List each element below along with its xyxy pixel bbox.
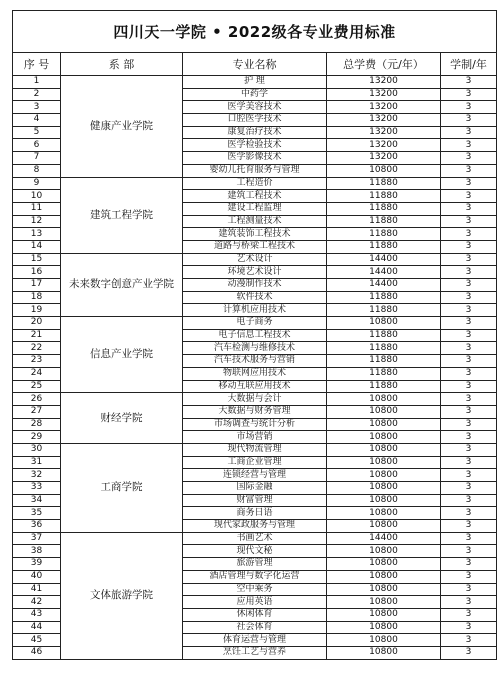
department-cell: 工商学院 bbox=[61, 443, 183, 532]
years-cell: 3 bbox=[441, 405, 497, 418]
years-cell: 3 bbox=[441, 431, 497, 444]
seq-cell: 37 bbox=[13, 532, 61, 545]
years-cell: 3 bbox=[441, 139, 497, 152]
seq-cell: 5 bbox=[13, 126, 61, 139]
fee-cell: 10800 bbox=[327, 456, 441, 469]
years-cell: 3 bbox=[441, 621, 497, 634]
major-name-cell: 道路与桥梁工程技术 bbox=[183, 240, 327, 253]
fee-cell: 10800 bbox=[327, 494, 441, 507]
years-cell: 3 bbox=[441, 380, 497, 393]
years-cell: 3 bbox=[441, 342, 497, 355]
fee-cell: 11880 bbox=[327, 380, 441, 393]
major-name-cell: 医学检验技术 bbox=[183, 139, 327, 152]
seq-cell: 45 bbox=[13, 634, 61, 647]
fee-cell: 13200 bbox=[327, 126, 441, 139]
fee-cell: 10800 bbox=[327, 545, 441, 558]
fee-cell: 14400 bbox=[327, 266, 441, 279]
seq-cell: 36 bbox=[13, 520, 61, 533]
major-name-cell: 移动互联应用技术 bbox=[183, 380, 327, 393]
seq-cell: 1 bbox=[13, 76, 61, 89]
header-fee: 总学费（元/年） bbox=[327, 53, 441, 76]
fee-cell: 10800 bbox=[327, 621, 441, 634]
seq-cell: 30 bbox=[13, 443, 61, 456]
seq-cell: 24 bbox=[13, 367, 61, 380]
fee-standard-table bbox=[12, 10, 497, 660]
fee-cell: 10800 bbox=[327, 583, 441, 596]
fee-cell: 10800 bbox=[327, 634, 441, 647]
major-name-cell: 财富管理 bbox=[183, 494, 327, 507]
seq-cell: 39 bbox=[13, 558, 61, 571]
major-name-cell: 大数据与财务管理 bbox=[183, 405, 327, 418]
major-name-cell: 康复治疗技术 bbox=[183, 126, 327, 139]
years-cell: 3 bbox=[441, 596, 497, 609]
department-cell: 未来数字创意产业学院 bbox=[61, 253, 183, 316]
fee-cell: 11880 bbox=[327, 367, 441, 380]
major-name-cell: 大数据与会计 bbox=[183, 393, 327, 406]
fee-cell: 11880 bbox=[327, 177, 441, 190]
fee-cell: 13200 bbox=[327, 76, 441, 89]
major-name-cell: 烹饪工艺与营养 bbox=[183, 646, 327, 659]
years-cell: 3 bbox=[441, 532, 497, 545]
table-title: 四川天一学院 • 2022级各专业费用标准 bbox=[13, 11, 497, 53]
fee-cell: 11880 bbox=[327, 202, 441, 215]
fee-cell: 10800 bbox=[327, 443, 441, 456]
fee-cell: 14400 bbox=[327, 279, 441, 292]
seq-cell: 22 bbox=[13, 342, 61, 355]
fee-cell: 10800 bbox=[327, 469, 441, 482]
fee-cell: 10800 bbox=[327, 646, 441, 659]
fee-cell: 10800 bbox=[327, 520, 441, 533]
major-name-cell: 护 理 bbox=[183, 76, 327, 89]
major-name-cell: 汽车检测与维修技术 bbox=[183, 342, 327, 355]
years-cell: 3 bbox=[441, 482, 497, 495]
fee-cell: 13200 bbox=[327, 152, 441, 165]
seq-cell: 42 bbox=[13, 596, 61, 609]
seq-cell: 25 bbox=[13, 380, 61, 393]
fee-cell: 13200 bbox=[327, 88, 441, 101]
major-name-cell: 现代家政服务与管理 bbox=[183, 520, 327, 533]
fee-cell: 13200 bbox=[327, 101, 441, 114]
seq-cell: 8 bbox=[13, 164, 61, 177]
seq-cell: 26 bbox=[13, 393, 61, 406]
years-cell: 3 bbox=[441, 367, 497, 380]
fee-cell: 11880 bbox=[327, 228, 441, 241]
seq-cell: 40 bbox=[13, 570, 61, 583]
seq-cell: 11 bbox=[13, 202, 61, 215]
years-cell: 3 bbox=[441, 507, 497, 520]
years-cell: 3 bbox=[441, 266, 497, 279]
seq-cell: 29 bbox=[13, 431, 61, 444]
years-cell: 3 bbox=[441, 329, 497, 342]
table-row bbox=[13, 393, 497, 406]
seq-cell: 44 bbox=[13, 621, 61, 634]
major-name-cell: 软件技术 bbox=[183, 291, 327, 304]
major-name-cell: 社会体育 bbox=[183, 621, 327, 634]
seq-cell: 46 bbox=[13, 646, 61, 659]
major-name-cell: 书画艺术 bbox=[183, 532, 327, 545]
seq-cell: 20 bbox=[13, 317, 61, 330]
major-name-cell: 建筑工程技术 bbox=[183, 190, 327, 203]
major-name-cell: 国际金融 bbox=[183, 482, 327, 495]
seq-cell: 31 bbox=[13, 456, 61, 469]
fee-cell: 10800 bbox=[327, 317, 441, 330]
seq-cell: 16 bbox=[13, 266, 61, 279]
major-name-cell: 医学影像技术 bbox=[183, 152, 327, 165]
fee-cell: 10800 bbox=[327, 596, 441, 609]
fee-cell: 11880 bbox=[327, 329, 441, 342]
fee-cell: 11880 bbox=[327, 304, 441, 317]
years-cell: 3 bbox=[441, 202, 497, 215]
table-body bbox=[13, 76, 497, 660]
years-cell: 3 bbox=[441, 164, 497, 177]
seq-cell: 32 bbox=[13, 469, 61, 482]
seq-cell: 35 bbox=[13, 507, 61, 520]
seq-cell: 10 bbox=[13, 190, 61, 203]
fee-cell: 13200 bbox=[327, 139, 441, 152]
major-name-cell: 计算机应用技术 bbox=[183, 304, 327, 317]
years-cell: 3 bbox=[441, 304, 497, 317]
major-name-cell: 汽车技术服务与营销 bbox=[183, 355, 327, 368]
major-name-cell: 建设工程监理 bbox=[183, 202, 327, 215]
major-name-cell: 工程造价 bbox=[183, 177, 327, 190]
years-cell: 3 bbox=[441, 583, 497, 596]
major-name-cell: 现代物流管理 bbox=[183, 443, 327, 456]
seq-cell: 33 bbox=[13, 482, 61, 495]
fee-cell: 10800 bbox=[327, 570, 441, 583]
table-row bbox=[13, 443, 497, 456]
years-cell: 3 bbox=[441, 177, 497, 190]
department-cell: 健康产业学院 bbox=[61, 76, 183, 178]
fee-cell: 10800 bbox=[327, 405, 441, 418]
major-name-cell: 连锁经营与管理 bbox=[183, 469, 327, 482]
major-name-cell: 现代文秘 bbox=[183, 545, 327, 558]
years-cell: 3 bbox=[441, 190, 497, 203]
department-cell: 财经学院 bbox=[61, 393, 183, 444]
table-row bbox=[13, 317, 497, 330]
seq-cell: 13 bbox=[13, 228, 61, 241]
header-major: 专业名称 bbox=[183, 53, 327, 76]
years-cell: 3 bbox=[441, 291, 497, 304]
years-cell: 3 bbox=[441, 494, 497, 507]
header-seq: 序 号 bbox=[13, 53, 61, 76]
years-cell: 3 bbox=[441, 215, 497, 228]
years-cell: 3 bbox=[441, 456, 497, 469]
major-name-cell: 市场调查与统计分析 bbox=[183, 418, 327, 431]
seq-cell: 3 bbox=[13, 101, 61, 114]
fee-cell: 10800 bbox=[327, 393, 441, 406]
years-cell: 3 bbox=[441, 88, 497, 101]
years-cell: 3 bbox=[441, 520, 497, 533]
seq-cell: 19 bbox=[13, 304, 61, 317]
major-name-cell: 工程测量技术 bbox=[183, 215, 327, 228]
seq-cell: 23 bbox=[13, 355, 61, 368]
fee-cell: 10800 bbox=[327, 431, 441, 444]
seq-cell: 15 bbox=[13, 253, 61, 266]
fee-cell: 11880 bbox=[327, 291, 441, 304]
seq-cell: 27 bbox=[13, 405, 61, 418]
years-cell: 3 bbox=[441, 317, 497, 330]
years-cell: 3 bbox=[441, 101, 497, 114]
major-name-cell: 工商企业管理 bbox=[183, 456, 327, 469]
major-name-cell: 商务日语 bbox=[183, 507, 327, 520]
header-years: 学制/年 bbox=[441, 53, 497, 76]
years-cell: 3 bbox=[441, 253, 497, 266]
fee-cell: 14400 bbox=[327, 532, 441, 545]
years-cell: 3 bbox=[441, 279, 497, 292]
seq-cell: 14 bbox=[13, 240, 61, 253]
fee-cell: 14400 bbox=[327, 253, 441, 266]
table-row bbox=[13, 177, 497, 190]
major-name-cell: 体育运营与管理 bbox=[183, 634, 327, 647]
seq-cell: 18 bbox=[13, 291, 61, 304]
fee-cell: 10800 bbox=[327, 507, 441, 520]
fee-cell: 13200 bbox=[327, 114, 441, 127]
years-cell: 3 bbox=[441, 240, 497, 253]
major-name-cell: 休闲体育 bbox=[183, 608, 327, 621]
seq-cell: 17 bbox=[13, 279, 61, 292]
fee-cell: 10800 bbox=[327, 164, 441, 177]
years-cell: 3 bbox=[441, 126, 497, 139]
seq-cell: 43 bbox=[13, 608, 61, 621]
seq-cell: 28 bbox=[13, 418, 61, 431]
seq-cell: 34 bbox=[13, 494, 61, 507]
major-name-cell: 电子信息工程技术 bbox=[183, 329, 327, 342]
years-cell: 3 bbox=[441, 114, 497, 127]
years-cell: 3 bbox=[441, 355, 497, 368]
major-name-cell: 婴幼儿托育服务与管理 bbox=[183, 164, 327, 177]
department-cell: 信息产业学院 bbox=[61, 317, 183, 393]
fee-cell: 10800 bbox=[327, 482, 441, 495]
seq-cell: 9 bbox=[13, 177, 61, 190]
seq-cell: 12 bbox=[13, 215, 61, 228]
years-cell: 3 bbox=[441, 545, 497, 558]
major-name-cell: 物联网应用技术 bbox=[183, 367, 327, 380]
fee-cell: 10800 bbox=[327, 418, 441, 431]
table-row bbox=[13, 76, 497, 89]
table-row bbox=[13, 532, 497, 545]
years-cell: 3 bbox=[441, 634, 497, 647]
years-cell: 3 bbox=[441, 152, 497, 165]
fee-cell: 11880 bbox=[327, 240, 441, 253]
fee-cell: 11880 bbox=[327, 342, 441, 355]
major-name-cell: 应用英语 bbox=[183, 596, 327, 609]
years-cell: 3 bbox=[441, 418, 497, 431]
header-department: 系 部 bbox=[61, 53, 183, 76]
fee-cell: 11880 bbox=[327, 355, 441, 368]
years-cell: 3 bbox=[441, 393, 497, 406]
years-cell: 3 bbox=[441, 443, 497, 456]
department-cell: 文体旅游学院 bbox=[61, 532, 183, 659]
fee-cell: 11880 bbox=[327, 215, 441, 228]
table-row bbox=[13, 253, 497, 266]
fee-cell: 10800 bbox=[327, 608, 441, 621]
major-name-cell: 建筑装饰工程技术 bbox=[183, 228, 327, 241]
major-name-cell: 旅游管理 bbox=[183, 558, 327, 571]
years-cell: 3 bbox=[441, 646, 497, 659]
years-cell: 3 bbox=[441, 558, 497, 571]
seq-cell: 41 bbox=[13, 583, 61, 596]
major-name-cell: 环境艺术设计 bbox=[183, 266, 327, 279]
years-cell: 3 bbox=[441, 608, 497, 621]
years-cell: 3 bbox=[441, 469, 497, 482]
major-name-cell: 电子商务 bbox=[183, 317, 327, 330]
years-cell: 3 bbox=[441, 76, 497, 89]
seq-cell: 38 bbox=[13, 545, 61, 558]
major-name-cell: 医学美容技术 bbox=[183, 101, 327, 114]
fee-cell: 11880 bbox=[327, 190, 441, 203]
major-name-cell: 市场营销 bbox=[183, 431, 327, 444]
seq-cell: 2 bbox=[13, 88, 61, 101]
major-name-cell: 艺术设计 bbox=[183, 253, 327, 266]
major-name-cell: 动漫制作技术 bbox=[183, 279, 327, 292]
major-name-cell: 空中乘务 bbox=[183, 583, 327, 596]
seq-cell: 21 bbox=[13, 329, 61, 342]
major-name-cell: 口腔医学技术 bbox=[183, 114, 327, 127]
major-name-cell: 酒店管理与数字化运营 bbox=[183, 570, 327, 583]
seq-cell: 6 bbox=[13, 139, 61, 152]
seq-cell: 7 bbox=[13, 152, 61, 165]
department-cell: 建筑工程学院 bbox=[61, 177, 183, 253]
fee-cell: 10800 bbox=[327, 558, 441, 571]
seq-cell: 4 bbox=[13, 114, 61, 127]
years-cell: 3 bbox=[441, 570, 497, 583]
major-name-cell: 中药学 bbox=[183, 88, 327, 101]
years-cell: 3 bbox=[441, 228, 497, 241]
